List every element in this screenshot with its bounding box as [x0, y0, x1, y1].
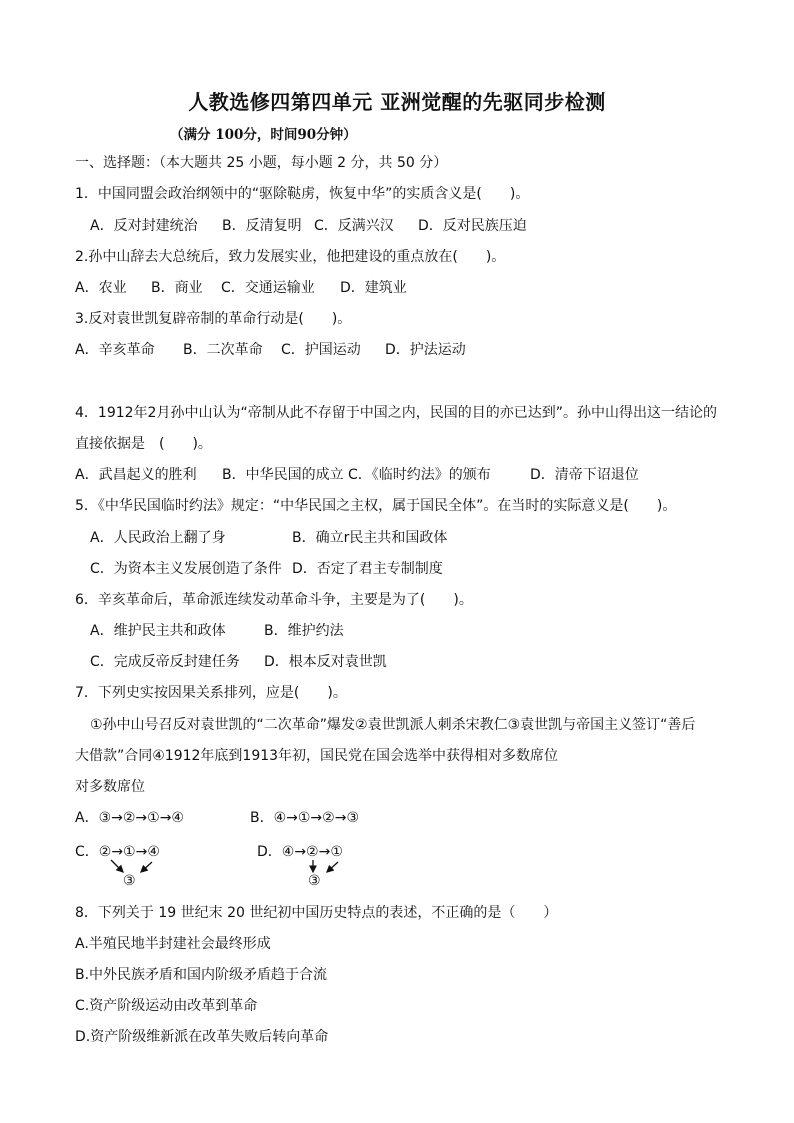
question-7-option-c-third-node: ③ — [123, 873, 136, 889]
score-time-note: （满分 100分，时间90分钟） — [170, 127, 357, 143]
question-4-stem-line-1: 4．1912年2月孙中山认为“帝制从此不存留于中国之内，民国的目的亦已达到”。孙中山得出这一结论的 — [75, 405, 717, 421]
question-8-stem: 8．下列关于 19 世纪末 20 世纪初中国历史特点的表述，不正确的是（ ） — [75, 905, 558, 921]
question-4-option-b: B．中华民国的成立 — [222, 467, 344, 483]
question-7-material-line-1: ①孙中山号召反对袁世凯的“二次革命”爆发②袁世凯派人刺杀宋教仁③袁世凯与帝国主义签订“善后 — [90, 717, 696, 733]
question-1-option-b: B．反清复明 — [222, 218, 302, 234]
question-6-stem: 6．辛亥革命后，革命派连续发动革命斗争，主要是为了( )。 — [75, 592, 473, 608]
question-3-stem: 3.反对袁世凯复辟帝制的革命行动是( )。 — [75, 311, 352, 327]
question-2-option-b: B．商业 — [151, 280, 203, 296]
question-7-option-d: D．④→②→① — [257, 844, 343, 860]
question-4-option-d: D．清帝下诏退位 — [530, 467, 639, 483]
question-5-option-b: B．确立r民主共和国政体 — [292, 530, 448, 546]
question-5-stem: 5．《中华民国临时约法》规定：“中华民国之主权，属于国民全体”。在当时的实际意义是( )。 — [75, 498, 677, 514]
question-8-option-a: A.半殖民地半封建社会最终形成 — [75, 936, 271, 952]
arrow-c-right — [141, 862, 152, 872]
question-5-option-d: D．否定了君主专制制度 — [292, 561, 443, 577]
question-1-option-c: C．反满兴汉 — [314, 218, 394, 234]
question-2-option-d: D．建筑业 — [340, 280, 407, 296]
question-2-stem: 2.孙中山辞去大总统后，致力发展实业，他把建设的重点放在( )。 — [75, 249, 506, 265]
question-7-option-a: A．③→②→①→④ — [75, 810, 184, 826]
question-3-option-b: B．二次革命 — [183, 342, 263, 358]
question-3-option-d: D．护法运动 — [385, 342, 466, 358]
question-8-option-c: C.资产阶级运动由改革到革命 — [75, 998, 258, 1014]
question-7-option-c: C．②→①→④ — [75, 844, 160, 860]
question-4-option-c: C．《临时约法》的颁布 — [348, 467, 491, 483]
section-heading: 一、选择题：（本大题共 25 小题，每小题 2 分，共 50 分） — [75, 155, 448, 171]
question-6-option-c: C．完成反帝反封建任务 — [90, 654, 240, 670]
question-7-option-b: B．④→①→②→③ — [250, 810, 359, 826]
question-7-option-d-third-node: ③ — [308, 873, 321, 889]
question-1-stem: 1．中国同盟会政治纲领中的“驱除鞑虏，恢复中华”的实质含义是( )。 — [75, 186, 530, 202]
question-1-option-d: D．反对民族压迫 — [418, 218, 527, 234]
question-3-option-c: C．护国运动 — [281, 342, 361, 358]
question-3-option-a: A．辛亥革命 — [75, 342, 155, 358]
question-4-option-a: A．武昌起义的胜利 — [75, 467, 197, 483]
page-title: 人教选修四第四单元 亚洲觉醒的先驱同步检测 — [188, 90, 606, 114]
question-8-option-b: B.中外民族矛盾和国内阶级矛盾趋于合流 — [75, 967, 328, 983]
question-1-option-a: A．反对封建统治 — [90, 218, 198, 234]
question-6-option-a: A．维护民主共和政体 — [90, 623, 226, 639]
question-7-stem: 7．下列史实按因果关系排列，应是( )。 — [75, 685, 347, 701]
question-6-option-d: D．根本反对袁世凯 — [264, 654, 387, 670]
question-6-option-b: B．维护约法 — [264, 623, 344, 639]
question-7-material-line-2: 大借款”合同④1912年底到1913年初，国民党在国会选举中获得相对多数席位 — [75, 748, 559, 764]
question-7-material-line-3: 对多数席位 — [75, 779, 145, 795]
arrow-d-right — [327, 862, 338, 872]
question-2-option-a: A．农业 — [75, 280, 127, 296]
question-8-option-d: D.资产阶级维新派在改革失败后转向革命 — [75, 1029, 329, 1045]
arrow-c-left — [111, 860, 123, 872]
question-4-stem-line-2: 直接依据是 ( )。 — [75, 436, 212, 452]
question-5-option-a: A．人民政治上翻了身 — [90, 530, 226, 546]
question-5-option-c: C．为资本主义发展创造了条件 — [90, 561, 282, 577]
question-2-option-c: C．交通运输业 — [221, 280, 315, 296]
